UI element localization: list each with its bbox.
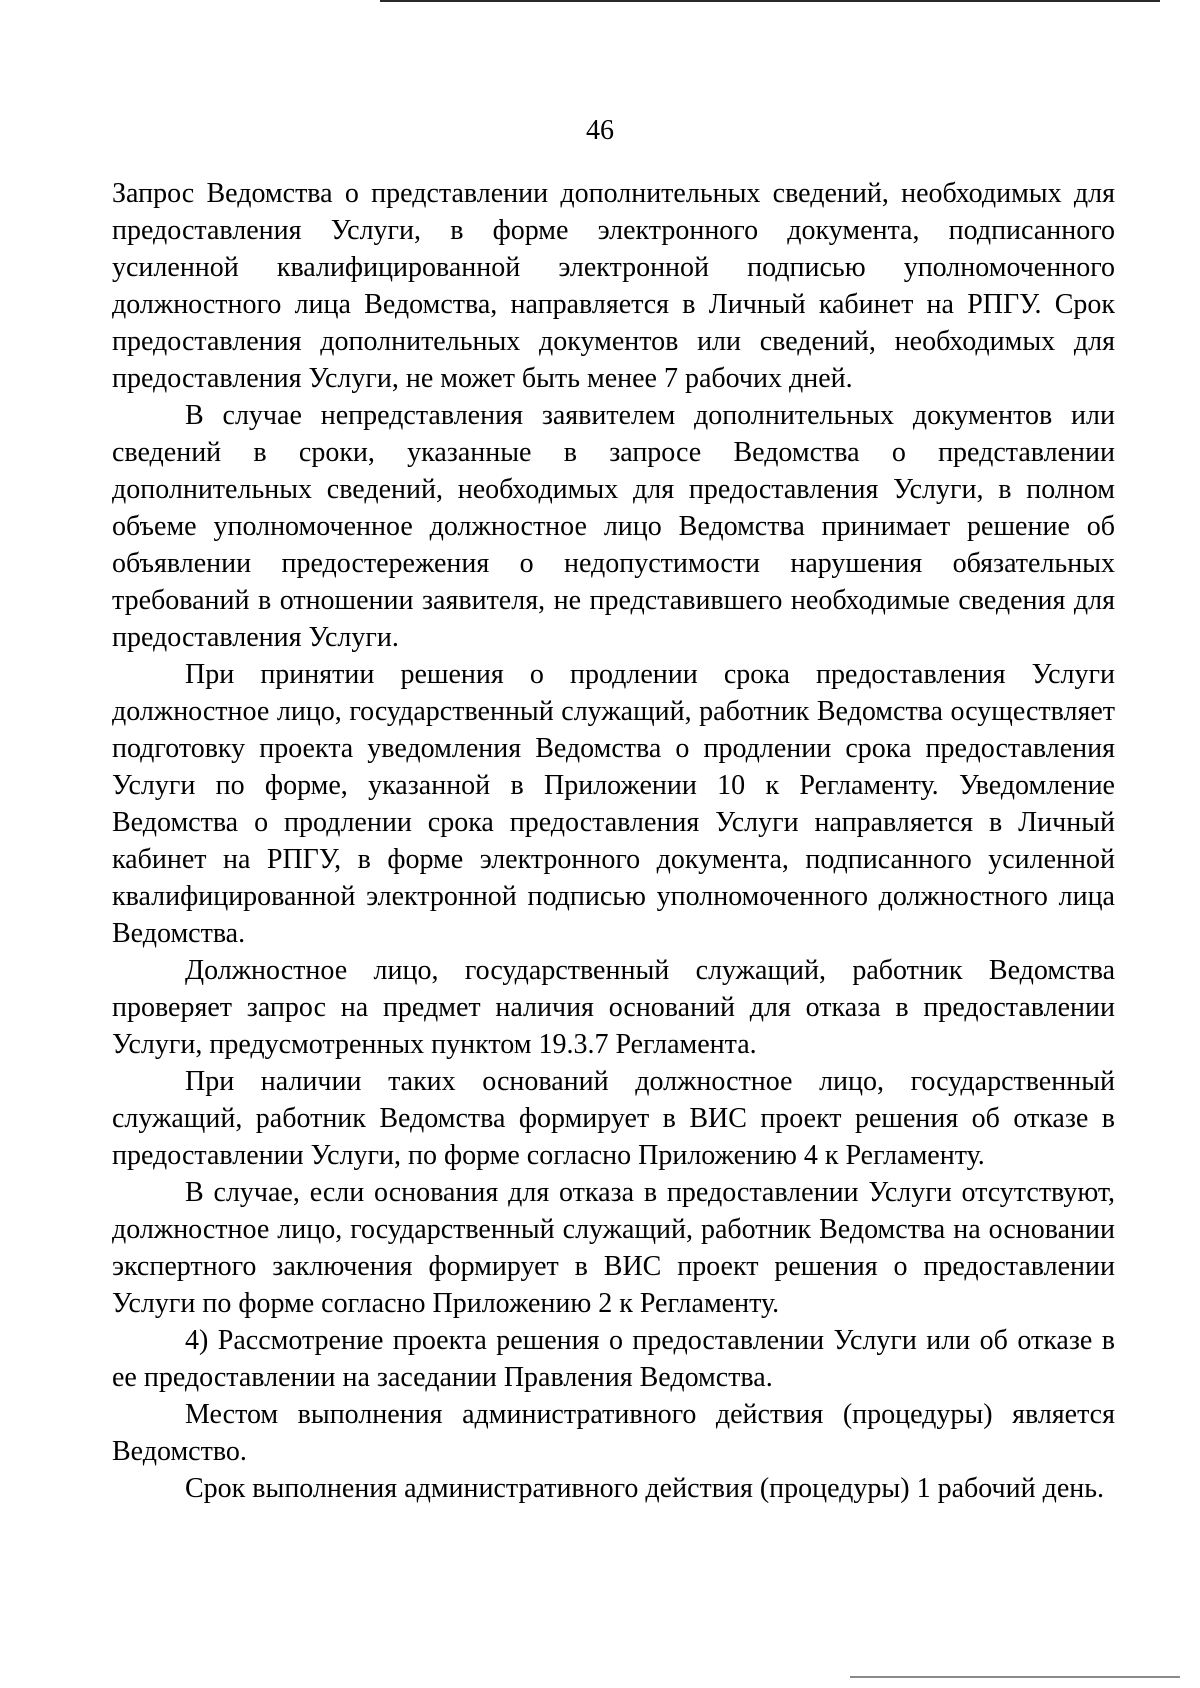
- paragraph-no-refusal-grounds: В случае, если основания для отказа в предоставлении Услуги отсутствуют, должностное лицо, государственный служащий, работник Ведомства на основании экспертного заключения формирует в ВИС проект решения о предоставлении Услуги по форме согласно Приложению 2 к Регламенту.: [112, 1177, 1115, 1319]
- page-number: 46: [586, 115, 614, 146]
- paragraph-extension: При принятии решения о продлении срока предоставления Услуги должностное лицо, государственный служащий, работник Ведомства осуществляет подготовку проекта уведомления Ведомства о продлении срока предоставления Услуги по форме, указанной в Приложении 10 к Регламенту. Уведомление Ведомства о продлении срока предоставления Услуги направляется в Личный кабинет на РПГУ, в форме электронного документа, подписанного усиленной квалифицированной электронной подписью уполномоченного должностного лица Ведомства.: [112, 659, 1115, 949]
- paragraph-place-of-action: Местом выполнения административного действия (процедуры) является Ведомство.: [112, 1399, 1115, 1467]
- document-body: [112, 175, 1115, 1507]
- paragraph-board-review: 4) Рассмотрение проекта решения о предоставлении Услуги или об отказе в ее предоставлении на заседании Правления Ведомства.: [112, 1325, 1115, 1393]
- top-scan-rule: [380, 0, 1160, 2]
- bottom-scan-rule: [850, 1676, 1180, 1678]
- paragraph-action-term: Срок выполнения административного действия (процедуры) 1 рабочий день.: [185, 1473, 1104, 1504]
- paragraph-refusal-grounds: При наличии таких оснований должностное лицо, государственный служащий, работник Ведомства формирует в ВИС проект решения об отказе в предоставлении Услуги, по форме согласно Приложению 4 к Регламенту.: [112, 1066, 1115, 1171]
- paragraph-request-details: Запрос Ведомства о представлении дополнительных сведений, необходимых для предоставления Услуги, в форме электронного документа, подписанного усиленной квалифицированной электронной подписью уполномоченного должностного лица Ведомства, направляется в Личный кабинет на РПГУ. Срок предоставления дополнительных документов или сведений, необходимых для предоставления Услуги, не может быть менее 7 рабочих дней.: [112, 178, 1115, 394]
- paragraph-non-submission: В случае непредставления заявителем дополнительных документов или сведений в сроки, указанные в запросе Ведомства о представлении дополнительных сведений, необходимых для предоставления Услуги, в полном объеме уполномоченное должностное лицо Ведомства принимает решение об объявлении предостережения о недопустимости нарушения обязательных требований в отношении заявителя, не представившего необходимые сведения для предоставления Услуги.: [112, 400, 1115, 653]
- paragraph-verification: Должностное лицо, государственный служащий, работник Ведомства проверяет запрос на предмет наличия оснований для отказа в предоставлении Услуги, предусмотренных пунктом 19.3.7 Регламента.: [112, 955, 1115, 1060]
